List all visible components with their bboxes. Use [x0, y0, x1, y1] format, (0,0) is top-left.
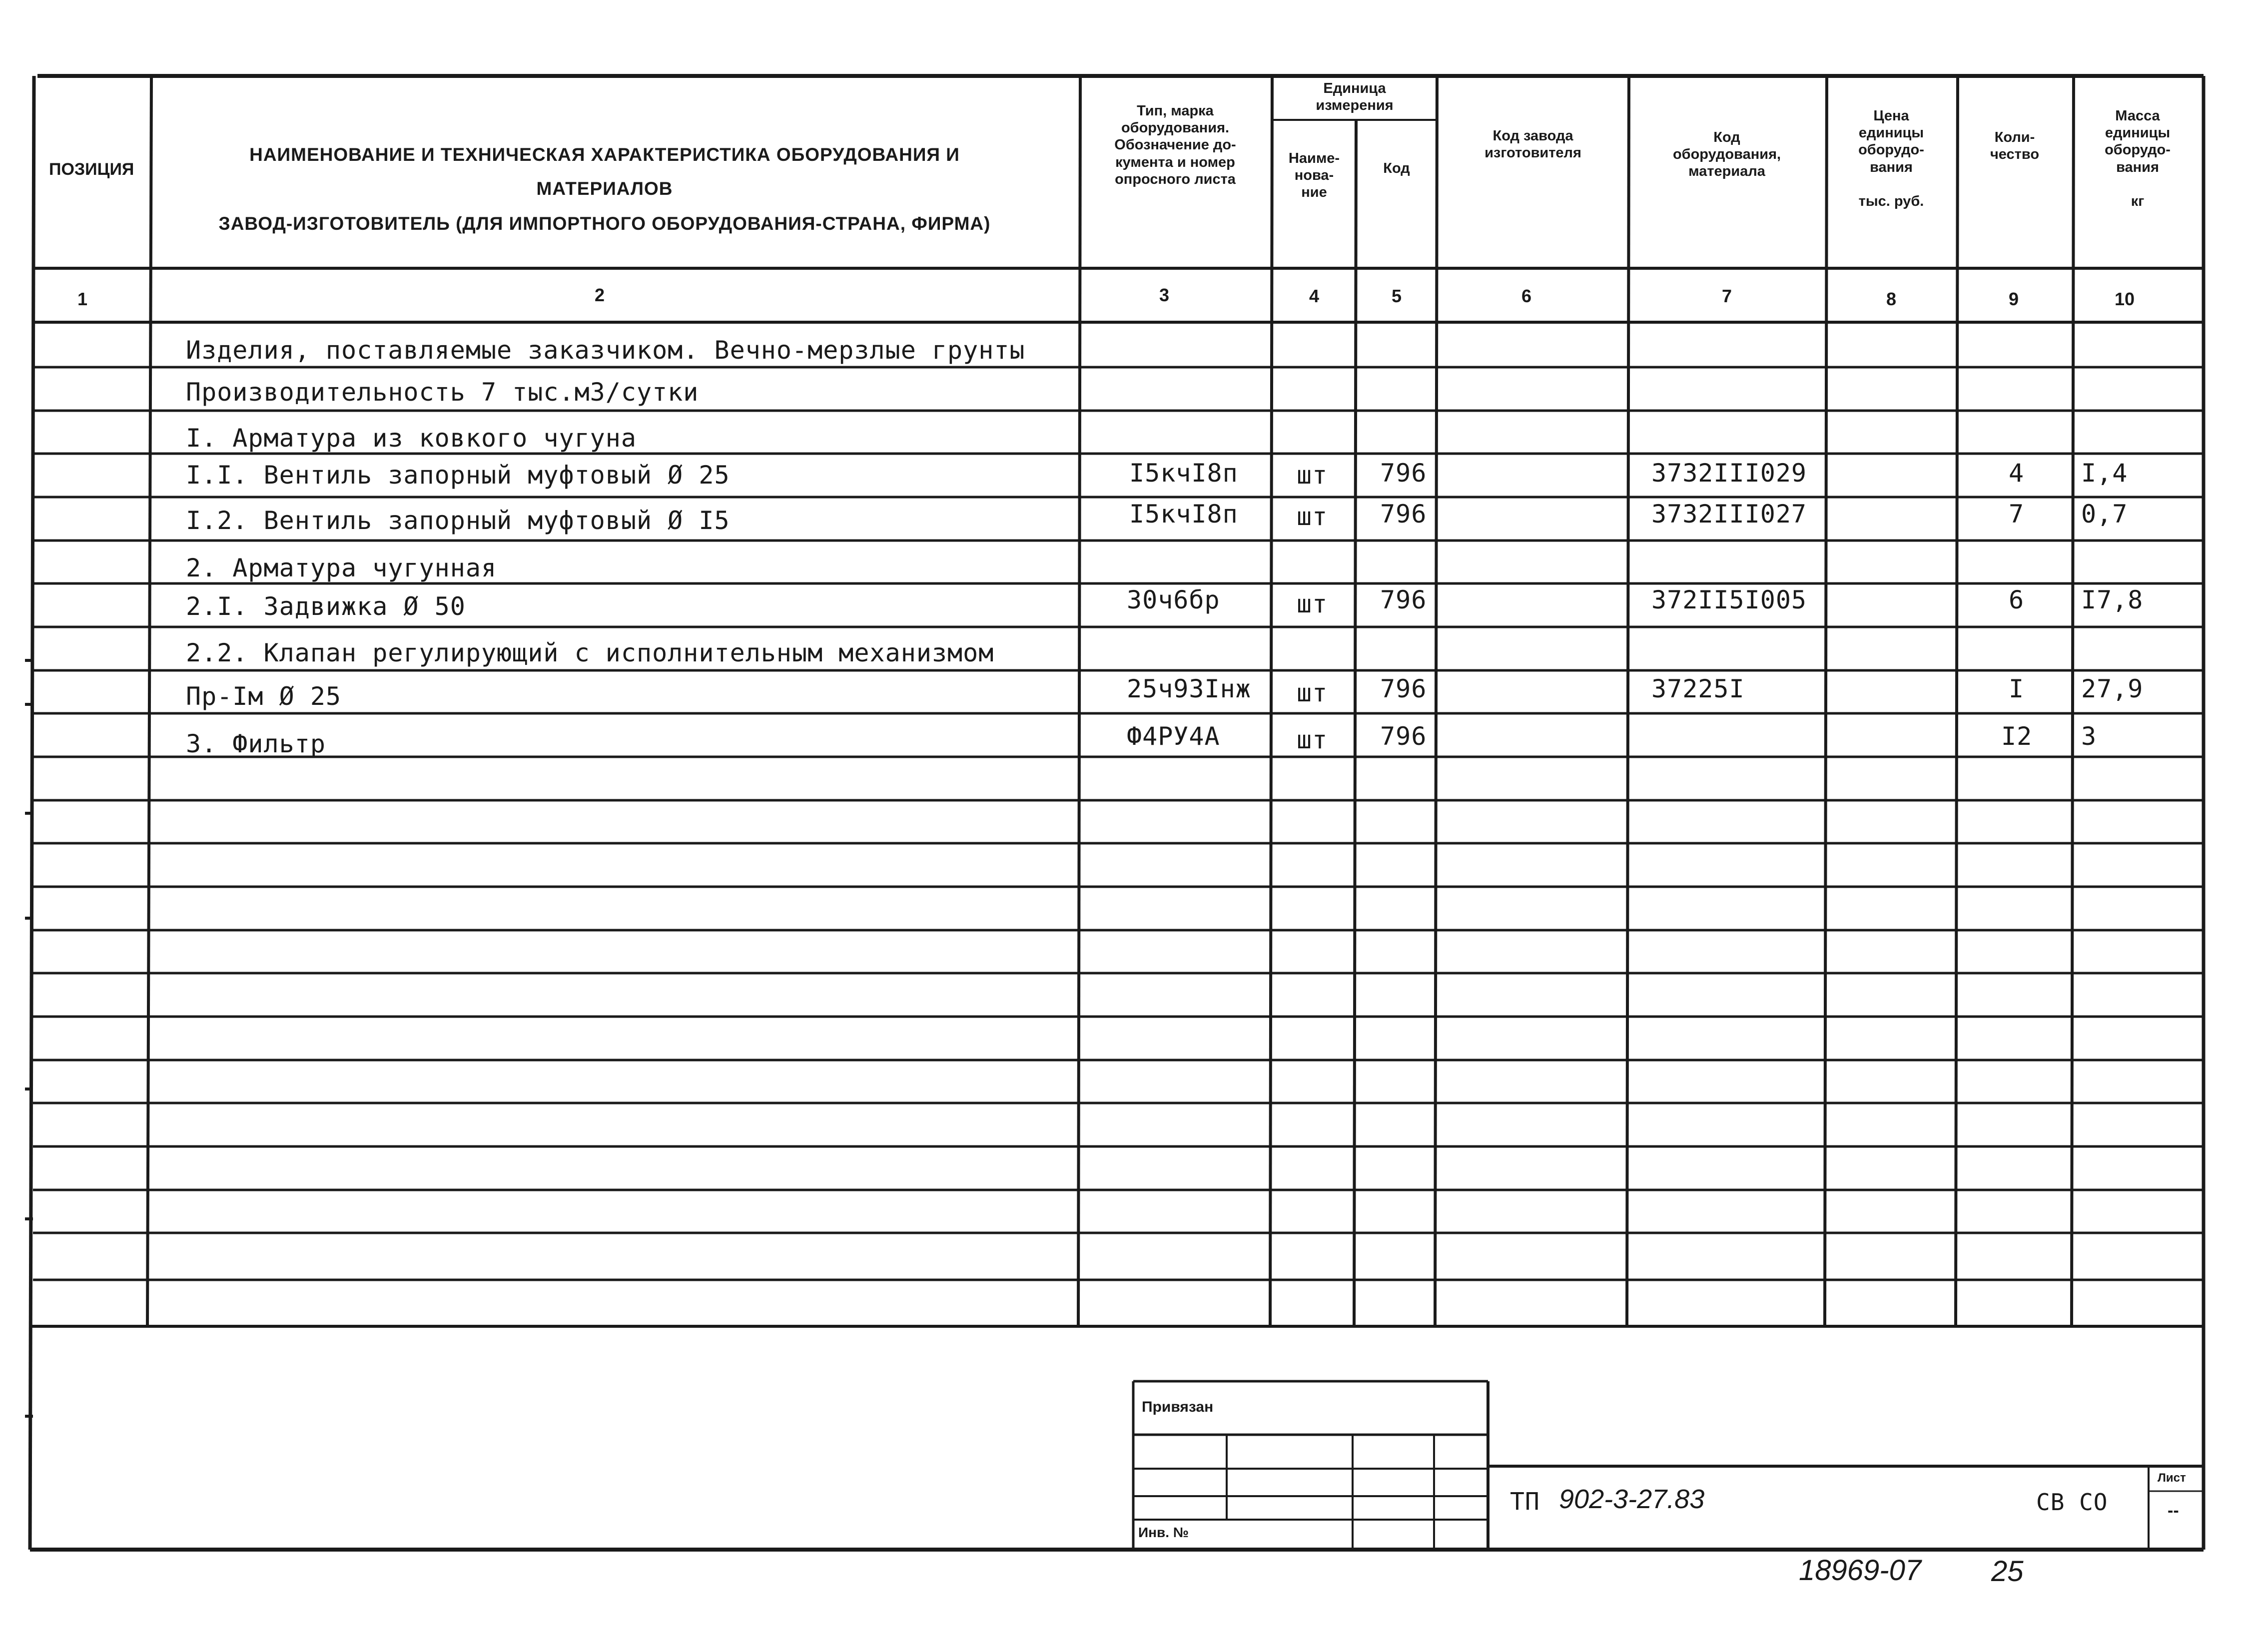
table-row-mass: I7,8 [2081, 585, 2144, 614]
col-number: 4 [1309, 286, 1320, 306]
table-row-code: 796 [1380, 459, 1427, 488]
table-row-mass: 0,7 [2081, 500, 2128, 529]
table-row-name: Изделия, поставляемые заказчиком. Вечно-мерзлые грунты [186, 336, 1025, 365]
header-equip-code: Код оборудования, материала [1672, 129, 1781, 180]
header-maker-code: Код завода изготовителя [1485, 128, 1581, 161]
table-row-qty: I [2009, 674, 2025, 703]
table-row-unit: шт [1297, 502, 1328, 531]
col-number: 8 [1886, 289, 1897, 309]
col-number: 7 [1721, 286, 1732, 306]
table-row-name: 2.I. Задвижка Ø 50 [186, 592, 466, 621]
table-row-name: Производительность 7 тыс.м3/сутки [186, 378, 699, 407]
col-number: 6 [1521, 286, 1532, 306]
header-name-line1: НАИМЕНОВАНИЕ И ТЕХНИЧЕСКАЯ ХАРАКТЕРИСТИКА ОБОРУДОВАНИЯ И [249, 144, 960, 165]
col-number: 5 [1391, 286, 1402, 306]
table-row-equip: 372II5I005 [1651, 585, 1807, 614]
stamp-doc-prefix: ТП [1510, 1488, 1540, 1516]
header-price: Цена единицы оборудо- вания тыс. руб. [1858, 108, 1924, 210]
table-row-qty: 6 [2009, 585, 2025, 614]
header-unit-group: Единица измерения [1316, 80, 1394, 114]
table-row-equip: 37225I [1651, 674, 1745, 703]
table-row-qty: 4 [2009, 459, 2025, 488]
stamp-inv-label: Инв. № [1138, 1525, 1189, 1540]
table-row-qty: 7 [2009, 500, 2025, 529]
table-row-name: 3. Фильтр [186, 729, 326, 758]
header-unit-name: Наиме- нова- ние [1288, 150, 1340, 201]
col-number: 10 [2114, 289, 2135, 309]
table-row-name: I. Арматура из ковкого чугуна [186, 424, 637, 453]
table-row-name: 2. Арматура чугунная [186, 553, 497, 582]
table-row-name: I.I. Вентиль запорный муфтовый Ø 25 [186, 461, 730, 490]
table-row-unit: шт [1297, 725, 1328, 754]
table-row-name: 2.2. Клапан регулирующий с исполнительным механизмом [186, 638, 994, 667]
table-row-mass: 3 [2081, 722, 2097, 751]
table-row-unit: шт [1297, 461, 1328, 490]
table-row-unit: шт [1297, 678, 1328, 707]
header-name-line3: ЗАВОД-ИЗГОТОВИТЕЛЬ (ДЛЯ ИМПОРТНОГО ОБОРУДОВАНИЯ-СТРАНА, ФИРМА) [218, 213, 991, 234]
table-row-name: I.2. Вентиль запорный муфтовый Ø I5 [186, 506, 730, 535]
archive-number: 18969-07 [1799, 1554, 1922, 1587]
table-row-name: Пр-Iм Ø 25 [186, 682, 342, 711]
stamp-sheet-value: -- [2168, 1501, 2179, 1520]
table-row-qty: I2 [2001, 722, 2033, 751]
table-row-mass: I,4 [2081, 459, 2128, 488]
header-position: ПОЗИЦИЯ [49, 160, 134, 179]
table-row-unit: шт [1297, 589, 1328, 618]
col-number: 2 [594, 285, 605, 305]
stamp-sheet-label: Лист [2158, 1471, 2186, 1485]
col-number: 9 [2008, 289, 2019, 309]
table-row-code: 796 [1380, 500, 1427, 529]
stamp-doc-number: 902-3-27.83 [1559, 1484, 1705, 1514]
col-number: 3 [1159, 285, 1170, 305]
header-mass: Масса единицы оборудо- вания кг [2105, 108, 2171, 210]
table-row-type: 25ч93Iнж [1127, 674, 1251, 703]
stamp-sheet-code: СВ СО [2036, 1489, 2108, 1516]
table-row-type: Ф4РУ4А [1127, 722, 1220, 751]
table-row-code: 796 [1380, 722, 1427, 751]
table-row-equip: 3732III027 [1651, 500, 1807, 529]
table-row-mass: 27,9 [2081, 674, 2144, 703]
header-name-line2: МАТЕРИАЛОВ [536, 178, 673, 199]
table-row-type: I5кчI8п [1129, 500, 1238, 529]
header-unit-code: Код [1383, 160, 1410, 176]
table-row-type: I5кчI8п [1129, 459, 1238, 488]
table-row-type: 30ч6бр [1127, 585, 1220, 614]
col-number: 1 [77, 289, 88, 309]
header-quantity: Коли- чество [1990, 129, 2040, 163]
table-row-code: 796 [1380, 674, 1427, 703]
stamp-bound-label: Привязан [1142, 1399, 1214, 1415]
header-type-mark: Тип, марка оборудования. Обозначение до- кумента и номер опросного листа [1114, 103, 1236, 187]
page-number: 25 [1991, 1555, 2024, 1588]
table-row-equip: 3732III029 [1651, 459, 1807, 488]
table-row-code: 796 [1380, 585, 1427, 614]
